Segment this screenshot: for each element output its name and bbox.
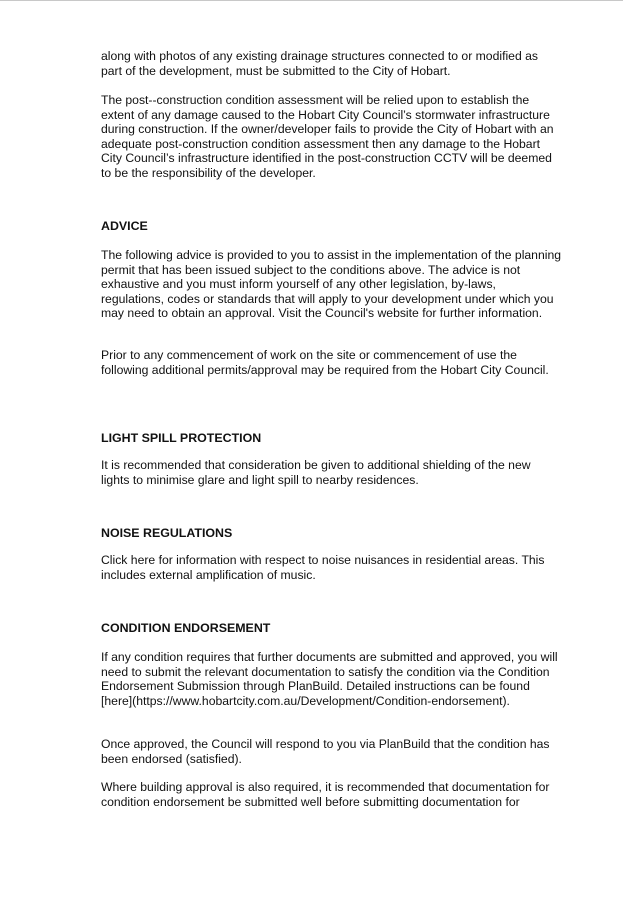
- permits-paragraph: Prior to any commencement of work on the site or commencement of use the following additional permits/approval may be required from the Hobart City Council.: [101, 348, 549, 377]
- light-spill-paragraph: It is recommended that consideration be given to additional shielding of the new lights to minimise glare and light spill to nearby residences.: [101, 458, 531, 487]
- advice-paragraph: The following advice is provided to you to assist in the implementation of the planning permit that has been issued subject to the conditions above. The advice is not exhaustive and you must inform yourself of any other legislation, by-laws, regulations, codes or standards that will apply to your development under which you may need to obtain an approval. Visit the Council's website for further information.: [101, 248, 562, 321]
- approval-response-paragraph: Once approved, the Council will respond to you via PlanBuild that the condition has been endorsed (satisfied).: [101, 737, 550, 766]
- condition-endorsement-heading: CONDITION ENDORSEMENT: [101, 621, 271, 635]
- noise-regulations-paragraph: Click here for information with respect to noise nuisances in residential areas. This includes external amplification of music.: [101, 553, 545, 582]
- building-approval-paragraph: Where building approval is also required, it is recommended that documentation for condition endorsement be submitted well before submitting documentation for: [101, 780, 550, 809]
- light-spill-heading: LIGHT SPILL PROTECTION: [101, 431, 262, 445]
- post-construction-paragraph: The post--construction condition assessment will be relied upon to establish the extent of any damage caused to the Hobart City Council’s stormwater infrastructure during construction. If the owner/developer fails to provide the City of Hobart with an adequate post-construction condition assessment then any damage to the Hobart City Council’s infrastructure identified in the post-construction CCTV will be deemed to be the responsibility of the developer.: [101, 93, 554, 180]
- page-top-border: [0, 0, 623, 1]
- advice-heading: ADVICE: [101, 219, 148, 233]
- noise-regulations-heading: NOISE REGULATIONS: [101, 526, 233, 540]
- condition-endorsement-paragraph: If any condition requires that further documents are submitted and approved, you will need to submit the relevant documentation to satisfy the condition via the Condition Endorsement Submission through PlanBuild. Detailed instructions can be found [here](https://www.hobartcity.com.au/Development/Condition-endorsement).: [101, 650, 558, 708]
- drainage-photos-paragraph: along with photos of any existing drainage structures connected to or modified as part of the development, must be submitted to the City of Hobart.: [101, 49, 538, 78]
